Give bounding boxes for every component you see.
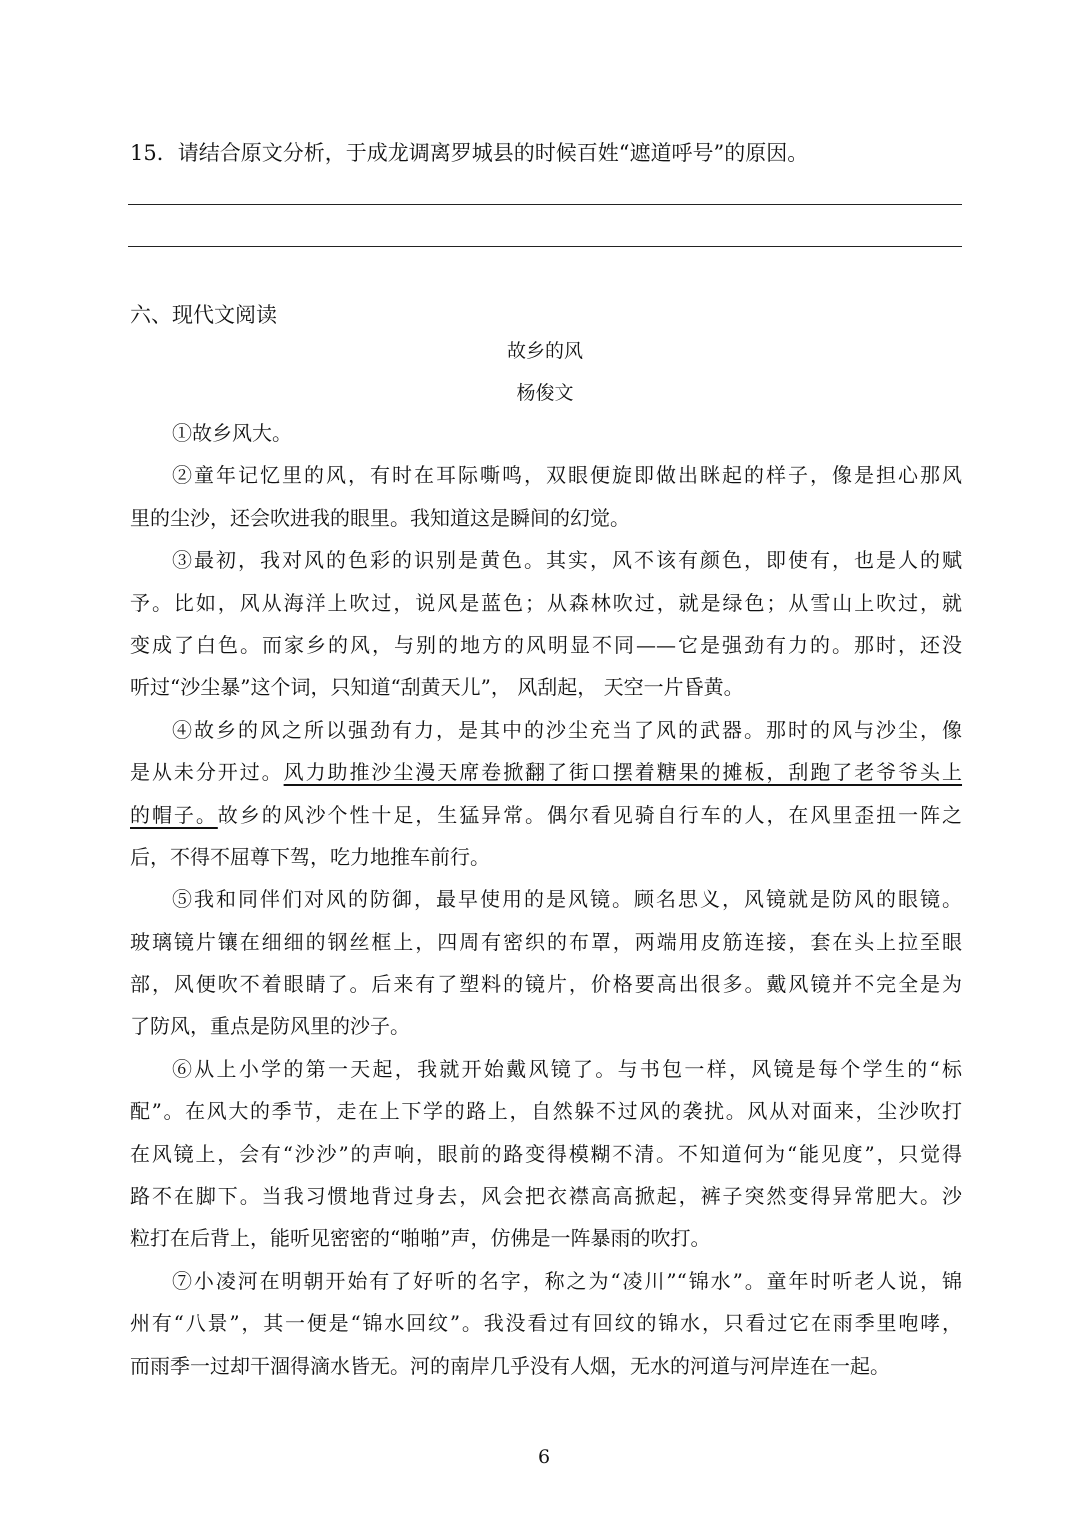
article-title: 故乡的风 xyxy=(506,340,583,362)
section-heading: 六、现代文阅读 xyxy=(130,303,277,327)
text-line: 听过“沙尘暴”这个词，只知道“刮黄天儿”， 风刮起， 天空一片昏黄。 xyxy=(130,675,744,700)
text-line: 在风镜上，会有“沙沙”的声响，眼前的路变得模糊不清。不知道何为“能见度”，只觉得 xyxy=(130,1141,962,1166)
text-line: 后，不得不屈尊下驾，吃力地推车前行。 xyxy=(130,844,490,869)
page-number: 6 xyxy=(537,1446,551,1468)
paragraph-3 xyxy=(130,539,962,709)
text-line: 路不在脚下。当我习惯地背过身去，风会把衣襟高高掀起，裤子突然变得异常肥大。沙 xyxy=(130,1184,962,1209)
article-body xyxy=(130,412,962,1387)
text-line: ④故乡的风之所以强劲有力，是其中的沙尘充当了风的武器。那时的风与沙尘，像 xyxy=(172,717,962,742)
text-line: ⑤我和同伴们对风的防御，最早使用的是风镜。顾名思义，风镜就是防风的眼镜。 xyxy=(172,887,962,912)
text-line: 而雨季一过却干涸得滴水皆无。河的南岸几乎没有人烟，无水的河道与河岸连在一起。 xyxy=(130,1353,890,1378)
text-line: ③最初，我对风的色彩的识别是黄色。其实，风不该有颜色，即使有，也是人的赋 xyxy=(172,548,962,573)
underlined-sentence: 风力助推沙尘漫天席卷掀翻了街口摆着糖果的摊板，刮跑了老爷爷头上 xyxy=(283,760,963,785)
text-line: 予。比如，风从海洋上吹过，说风是蓝色；从森林吹过，就是绿色；从雪山上吹过，就 xyxy=(130,590,962,615)
text-line: 州有“八景”，其一便是“锦水回纹”。我没看过有回纹的锦水，只看过它在雨季里咆哮， xyxy=(130,1311,962,1336)
text-line: 里的尘沙，还会吹进我的眼里。我知道这是瞬间的幻觉。 xyxy=(130,505,630,530)
text-line: 粒打在后背上，能听见密密的“啪啪”声，仿佛是一阵暴雨的吹打。 xyxy=(130,1226,711,1251)
answer-line-1[interactable] xyxy=(128,204,962,205)
paragraph-1 xyxy=(130,412,962,454)
text-line: ①故乡风大。 xyxy=(172,421,292,445)
question-15: 15．请结合原文分析，于成龙调离罗城县的时候百姓“遮道呼号”的原因。 xyxy=(130,141,809,165)
text-line: ⑦小凌河在明朝开始有了好听的名字，称之为“凌川”“锦水”。童年时听老人说，锦 xyxy=(172,1268,962,1293)
article-author: 杨俊文 xyxy=(516,382,574,404)
text-line: ⑥从上小学的第一天起，我就开始戴风镜了。与书包一样，风镜是每个学生的“标 xyxy=(172,1056,962,1081)
paragraph-2 xyxy=(130,454,962,539)
text-line xyxy=(130,794,962,836)
underlined-sentence-end: 的帽子。 xyxy=(130,802,218,827)
text-line: 部，风便吹不着眼睛了。后来有了塑料的镜片，价格要高出很多。戴风镜并不完全是为 xyxy=(130,972,962,997)
text-line: 了防风，重点是防风里的沙子。 xyxy=(130,1014,410,1039)
paragraph-4 xyxy=(130,709,962,879)
text-line: 配”。在风大的季节，走在上下学的路上，自然躲不过风的袭扰。风从对面来，尘沙吹打 xyxy=(130,1099,962,1124)
text-segment: 是从未分开过。 xyxy=(130,760,284,785)
paragraph-5 xyxy=(130,878,962,1048)
paragraph-6 xyxy=(130,1048,962,1260)
text-segment: 故乡的风沙个性十足，生猛异常。偶尔看见骑自行车的人，在风里歪扭一阵之 xyxy=(217,802,963,827)
text-line: ②童年记忆里的风，有时在耳际嘶鸣，双眼便旋即做出眯起的样子，像是担心那风 xyxy=(172,463,962,488)
text-line: 玻璃镜片镶在细细的钢丝框上，四周有密织的布罩，两端用皮筋连接，套在头上拉至眼 xyxy=(130,929,962,954)
text-line xyxy=(130,751,962,793)
answer-line-2[interactable] xyxy=(128,246,962,247)
text-line: 变成了白色。而家乡的风，与别的地方的风明显不同——它是强劲有力的。那时，还没 xyxy=(130,632,962,657)
paragraph-7 xyxy=(130,1260,962,1387)
